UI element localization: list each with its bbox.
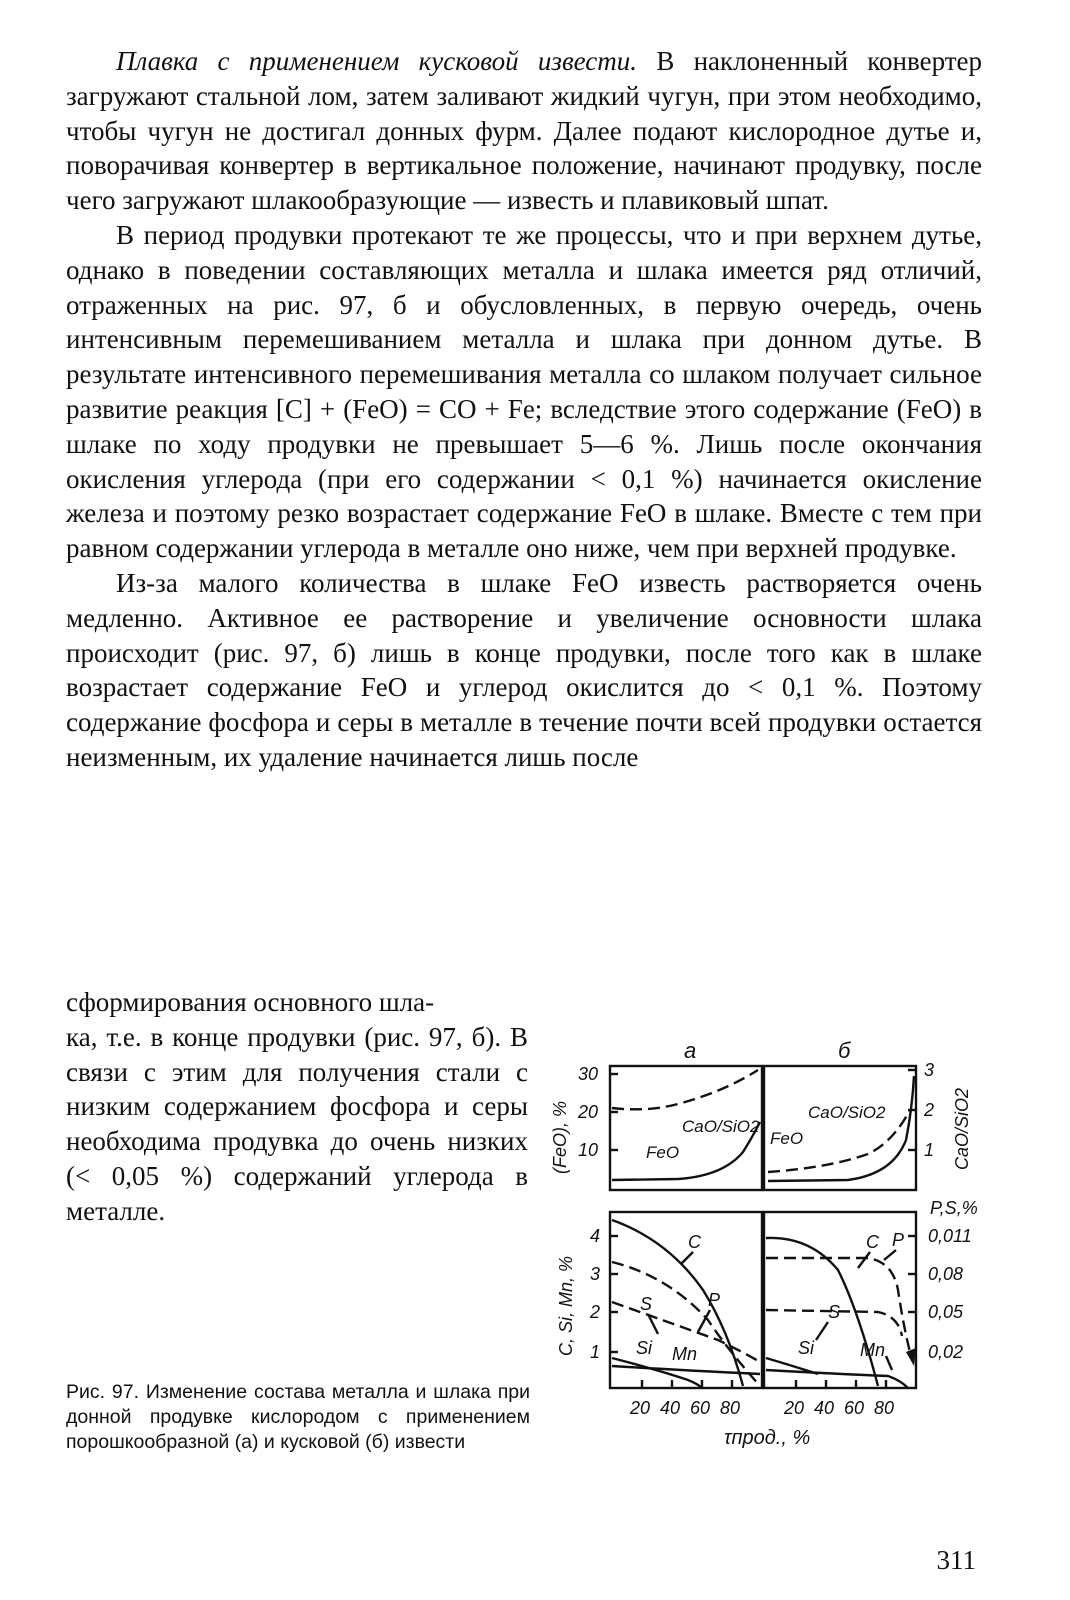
panel-b-label: б [838, 1040, 851, 1063]
x-axis-label: τпрод., % [724, 1427, 811, 1449]
panel-b-x-tick-40: 40 [814, 1398, 835, 1418]
top-left-tick-10: 10 [578, 1140, 599, 1160]
paragraph-1 [66, 44, 982, 218]
panel-a-c-label: C [688, 1232, 701, 1252]
bottom-left-tick-4: 4 [590, 1226, 601, 1246]
panel-b-x-tick-20: 20 [784, 1398, 805, 1418]
top-right-tick-1: 1 [924, 1140, 935, 1160]
wrapped-text-first-line: сформирования основного шла- [66, 987, 435, 1017]
top-right-axis-label: CaO/SiO2 [952, 1087, 972, 1170]
panel-a-cao-sio2-label: CaO/SiO2 [682, 1117, 760, 1136]
bottom-left-tick-3: 3 [590, 1264, 601, 1284]
top-right-tick-2: 2 [924, 1100, 935, 1120]
wrapped-text-rest: ка, т.е. в конце продувки (рис. 97, б). В связи с этим для получения стали с низким содержанием фосфора и серы необходима продувка до очень низких (< 0,05 %) содержаний углерода в металле. [66, 1021, 528, 1226]
panel-b-feo-label: FeO [770, 1129, 804, 1148]
page-number: 311 [936, 1545, 976, 1575]
paragraph-2: В период продувки протекают те же процессы, что и при верхнем дутье, однако в поведении составляющих металла и шлака имеется ряд отличий, отраженных на рис. 97, б и обусловленных, в первую очередь, очень интенсивным перемешиванием металла и шлака при донном дутье. В результате интенсивного перемешивания металла со шлаком получает сильное развитие реакция [C] + (FeO) = CO + Fe; вследствие этого содержание (FeO) в шлаке по ходу продувки не превышает 5—6 %. Лишь после окончания окисления углерода (при его содержании < 0,1 %) начинается окисление железа и поэтому резко возрастает содержание FeO в шлаке. Вместе с тем при равном содержании углерода в металле оно ниже, чем при верхней продувке. [66, 219, 982, 564]
panel-a-p-label: P [708, 1290, 721, 1310]
paragraph-1-text: В наклоненный конвертер загружают стальной лом, затем заливают жидкий чугун, при этом необходимо, чтобы чугун не достигал донных фурм. Далее подают кислородное дутье и, поворачивая конвертер в вертикальное положение, начинают продувку, после чего загружают шлакообразующие — известь и плавиковый шпат. [66, 46, 982, 216]
panel-a-cao-sio2-curve [612, 1070, 758, 1109]
bottom-left-tick-1: 1 [590, 1342, 601, 1362]
panel-a-x-tick-20: 20 [630, 1398, 651, 1418]
top-right-tick-3: 3 [924, 1060, 935, 1080]
bottom-right-axis-label: P,S,% [930, 1198, 978, 1218]
panel-b-mn-label: Mn [860, 1340, 886, 1360]
panel-b-c-label: C [866, 1232, 879, 1252]
bottom-right-tick-008: 0,08 [928, 1264, 964, 1284]
figure-97 [548, 1040, 998, 1480]
panel-b-p-label: P [892, 1230, 905, 1250]
panel-a-x-tick-80: 80 [720, 1398, 741, 1418]
figure-caption: Рис. 97. Изменение состава металла и шлака при донной продувке кислородом с применением порошкообразной (а) и кусковой (б) извести [66, 1381, 530, 1453]
top-left-tick-30: 30 [578, 1064, 599, 1084]
main-text-column [66, 44, 982, 775]
bottom-right-tick-0011: 0,011 [928, 1226, 972, 1246]
panel-b-x-tick-60: 60 [844, 1398, 865, 1418]
panel-b-x-tick-80: 80 [874, 1398, 895, 1418]
top-left-axis-label: (FeO), % [550, 1100, 570, 1174]
bottom-right-tick-005: 0,05 [928, 1302, 964, 1322]
panel-b-cao-sio2-label: CaO/SiO2 [808, 1103, 886, 1122]
panel-a-mn-label: Mn [672, 1344, 698, 1364]
paragraph-3: Из-за малого количества в шлаке FeO известь растворяется очень медленно. Активное ее растворение и увеличение основности шлака происходит (рис. 97, б) лишь в конце продувки, после того как в шлаке возрастает содержание FeO и углерод окислится до < 0,1 %. Поэтому содержание фосфора и серы в металле в течение почти всей продувки остается неизменным, их удаление начинается лишь после [66, 567, 982, 772]
bottom-left-tick-2: 2 [590, 1302, 601, 1322]
panel-a-si-label: Si [636, 1338, 653, 1358]
panel-b-arrowhead [906, 1348, 916, 1366]
bottom-left-axis-label: C, Si, Mn, % [556, 1255, 576, 1356]
panel-a-feo-label: FeO [646, 1143, 680, 1162]
top-left-tick-20: 20 [578, 1102, 599, 1122]
panel-a-label: а [684, 1040, 697, 1063]
paragraph-1-lead: Плавка с применением кусковой извести. [116, 46, 638, 76]
panel-a-s-label: S [640, 1294, 653, 1314]
panel-a-x-tick-40: 40 [660, 1398, 681, 1418]
panel-b-s-label: S [828, 1302, 841, 1322]
bottom-right-tick-002: 0,02 [928, 1342, 964, 1362]
panel-b-si-label: Si [798, 1338, 815, 1358]
panel-a-x-tick-60: 60 [690, 1398, 711, 1418]
